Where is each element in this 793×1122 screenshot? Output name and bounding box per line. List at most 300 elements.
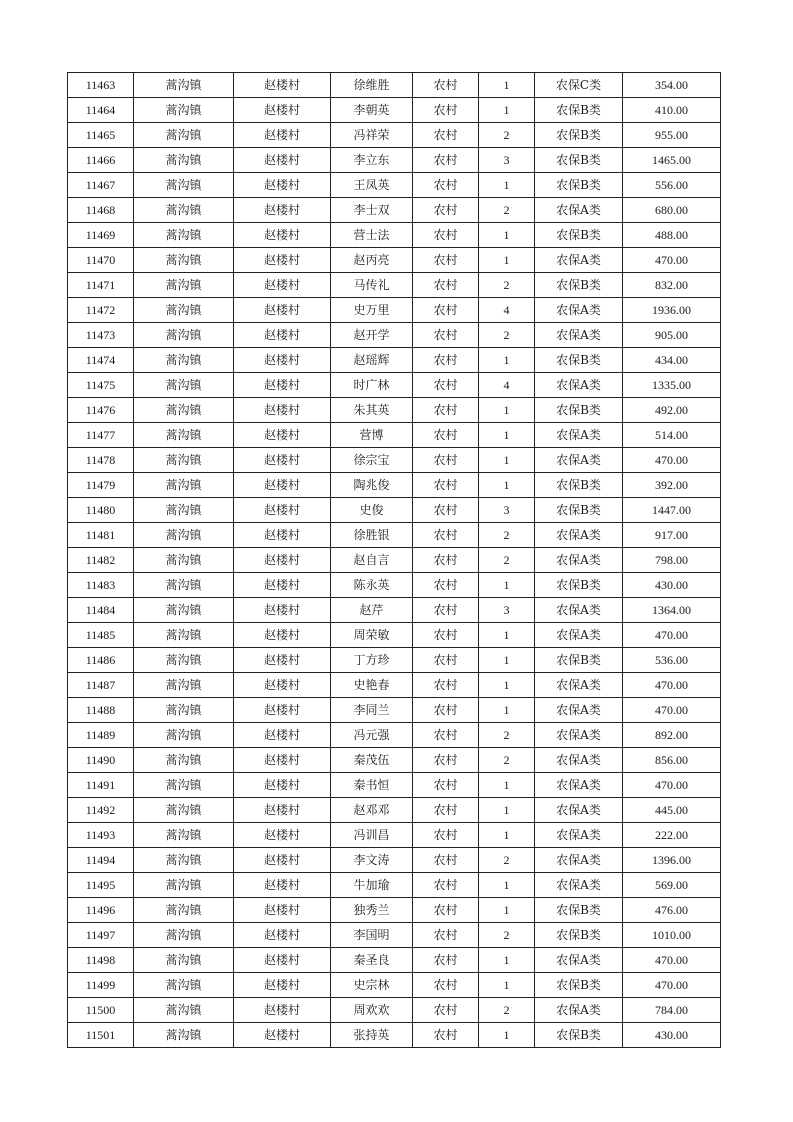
area-type-cell: 农村	[413, 948, 479, 973]
table-row	[68, 498, 721, 523]
area-type-cell: 农村	[413, 123, 479, 148]
name-cell: 李朝英	[331, 98, 413, 123]
insurance-category-cell: 农保B类	[535, 348, 623, 373]
village-cell: 赵楼村	[234, 648, 331, 673]
table-row	[68, 273, 721, 298]
table-row	[68, 473, 721, 498]
household-size-cell: 3	[479, 148, 535, 173]
table-row	[68, 523, 721, 548]
serial-number-cell: 11463	[68, 73, 134, 98]
amount-cell: 434.00	[623, 348, 721, 373]
village-cell: 赵楼村	[234, 848, 331, 873]
amount-cell: 1364.00	[623, 598, 721, 623]
household-size-cell: 1	[479, 98, 535, 123]
household-size-cell: 2	[479, 548, 535, 573]
insurance-category-cell: 农保A类	[535, 873, 623, 898]
insurance-category-cell: 农保B类	[535, 148, 623, 173]
insurance-category-cell: 农保B类	[535, 173, 623, 198]
household-size-cell: 2	[479, 198, 535, 223]
insurance-category-cell: 农保A类	[535, 773, 623, 798]
serial-number-cell: 11494	[68, 848, 134, 873]
household-size-cell: 1	[479, 473, 535, 498]
insurance-category-cell: 农保A类	[535, 298, 623, 323]
area-type-cell: 农村	[413, 973, 479, 998]
village-cell: 赵楼村	[234, 623, 331, 648]
amount-cell: 476.00	[623, 898, 721, 923]
village-cell: 赵楼村	[234, 973, 331, 998]
village-cell: 赵楼村	[234, 98, 331, 123]
name-cell: 赵自言	[331, 548, 413, 573]
name-cell: 马传礼	[331, 273, 413, 298]
name-cell: 冯训昌	[331, 823, 413, 848]
insurance-category-cell: 农保A类	[535, 373, 623, 398]
area-type-cell: 农村	[413, 73, 479, 98]
household-size-cell: 1	[479, 948, 535, 973]
name-cell: 史俊	[331, 498, 413, 523]
insurance-category-cell: 农保A类	[535, 623, 623, 648]
name-cell: 丁方珍	[331, 648, 413, 673]
area-type-cell: 农村	[413, 698, 479, 723]
amount-cell: 955.00	[623, 123, 721, 148]
name-cell: 徐宗宝	[331, 448, 413, 473]
town-cell: 蒿沟镇	[134, 223, 234, 248]
insurance-category-cell: 农保B类	[535, 223, 623, 248]
table-row	[68, 898, 721, 923]
name-cell: 王凤英	[331, 173, 413, 198]
area-type-cell: 农村	[413, 498, 479, 523]
serial-number-cell: 11478	[68, 448, 134, 473]
town-cell: 蒿沟镇	[134, 448, 234, 473]
serial-number-cell: 11479	[68, 473, 134, 498]
table-row	[68, 723, 721, 748]
table-row	[68, 648, 721, 673]
town-cell: 蒿沟镇	[134, 173, 234, 198]
household-size-cell: 2	[479, 748, 535, 773]
town-cell: 蒿沟镇	[134, 298, 234, 323]
area-type-cell: 农村	[413, 998, 479, 1023]
table-row	[68, 198, 721, 223]
records-table	[67, 72, 721, 1048]
insurance-category-cell: 农保B类	[535, 98, 623, 123]
village-cell: 赵楼村	[234, 573, 331, 598]
records-body	[68, 73, 721, 1048]
amount-cell: 1396.00	[623, 848, 721, 873]
area-type-cell: 农村	[413, 648, 479, 673]
serial-number-cell: 11499	[68, 973, 134, 998]
household-size-cell: 2	[479, 923, 535, 948]
amount-cell: 1465.00	[623, 148, 721, 173]
town-cell: 蒿沟镇	[134, 948, 234, 973]
table-row	[68, 673, 721, 698]
area-type-cell: 农村	[413, 373, 479, 398]
town-cell: 蒿沟镇	[134, 648, 234, 673]
serial-number-cell: 11477	[68, 423, 134, 448]
amount-cell: 488.00	[623, 223, 721, 248]
household-size-cell: 1	[479, 773, 535, 798]
area-type-cell: 农村	[413, 448, 479, 473]
village-cell: 赵楼村	[234, 998, 331, 1023]
town-cell: 蒿沟镇	[134, 273, 234, 298]
name-cell: 周欢欢	[331, 998, 413, 1023]
amount-cell: 832.00	[623, 273, 721, 298]
serial-number-cell: 11487	[68, 673, 134, 698]
amount-cell: 1936.00	[623, 298, 721, 323]
name-cell: 史万里	[331, 298, 413, 323]
amount-cell: 392.00	[623, 473, 721, 498]
town-cell: 蒿沟镇	[134, 148, 234, 173]
serial-number-cell: 11481	[68, 523, 134, 548]
village-cell: 赵楼村	[234, 748, 331, 773]
serial-number-cell: 11465	[68, 123, 134, 148]
serial-number-cell: 11498	[68, 948, 134, 973]
household-size-cell: 1	[479, 698, 535, 723]
serial-number-cell: 11486	[68, 648, 134, 673]
name-cell: 独秀兰	[331, 898, 413, 923]
amount-cell: 569.00	[623, 873, 721, 898]
table-row	[68, 748, 721, 773]
serial-number-cell: 11474	[68, 348, 134, 373]
name-cell: 张持英	[331, 1023, 413, 1048]
name-cell: 李立东	[331, 148, 413, 173]
amount-cell: 354.00	[623, 73, 721, 98]
name-cell: 史艳春	[331, 673, 413, 698]
record-sheet	[67, 72, 720, 1048]
town-cell: 蒿沟镇	[134, 198, 234, 223]
household-size-cell: 1	[479, 248, 535, 273]
insurance-category-cell: 农保B类	[535, 398, 623, 423]
town-cell: 蒿沟镇	[134, 348, 234, 373]
area-type-cell: 农村	[413, 823, 479, 848]
village-cell: 赵楼村	[234, 523, 331, 548]
area-type-cell: 农村	[413, 923, 479, 948]
name-cell: 周荣敏	[331, 623, 413, 648]
area-type-cell: 农村	[413, 598, 479, 623]
table-row	[68, 73, 721, 98]
name-cell: 牛加瑜	[331, 873, 413, 898]
serial-number-cell: 11482	[68, 548, 134, 573]
area-type-cell: 农村	[413, 298, 479, 323]
amount-cell: 470.00	[623, 948, 721, 973]
household-size-cell: 2	[479, 273, 535, 298]
town-cell: 蒿沟镇	[134, 748, 234, 773]
insurance-category-cell: 农保A类	[535, 448, 623, 473]
area-type-cell: 农村	[413, 273, 479, 298]
town-cell: 蒿沟镇	[134, 723, 234, 748]
village-cell: 赵楼村	[234, 373, 331, 398]
village-cell: 赵楼村	[234, 548, 331, 573]
insurance-category-cell: 农保B类	[535, 498, 623, 523]
serial-number-cell: 11493	[68, 823, 134, 848]
table-row	[68, 623, 721, 648]
area-type-cell: 农村	[413, 623, 479, 648]
town-cell: 蒿沟镇	[134, 973, 234, 998]
town-cell: 蒿沟镇	[134, 398, 234, 423]
village-cell: 赵楼村	[234, 673, 331, 698]
village-cell: 赵楼村	[234, 498, 331, 523]
area-type-cell: 农村	[413, 473, 479, 498]
table-row	[68, 173, 721, 198]
serial-number-cell: 11490	[68, 748, 134, 773]
village-cell: 赵楼村	[234, 598, 331, 623]
serial-number-cell: 11488	[68, 698, 134, 723]
serial-number-cell: 11466	[68, 148, 134, 173]
name-cell: 营博	[331, 423, 413, 448]
village-cell: 赵楼村	[234, 273, 331, 298]
village-cell: 赵楼村	[234, 798, 331, 823]
town-cell: 蒿沟镇	[134, 848, 234, 873]
area-type-cell: 农村	[413, 873, 479, 898]
insurance-category-cell: 农保B类	[535, 473, 623, 498]
table-row	[68, 248, 721, 273]
name-cell: 朱其英	[331, 398, 413, 423]
insurance-category-cell: 农保A类	[535, 948, 623, 973]
area-type-cell: 农村	[413, 198, 479, 223]
amount-cell: 470.00	[623, 973, 721, 998]
table-row	[68, 798, 721, 823]
insurance-category-cell: 农保A类	[535, 323, 623, 348]
name-cell: 徐维胜	[331, 73, 413, 98]
name-cell: 冯祥荣	[331, 123, 413, 148]
town-cell: 蒿沟镇	[134, 823, 234, 848]
village-cell: 赵楼村	[234, 323, 331, 348]
insurance-category-cell: 农保B类	[535, 898, 623, 923]
insurance-category-cell: 农保B类	[535, 648, 623, 673]
household-size-cell: 1	[479, 398, 535, 423]
village-cell: 赵楼村	[234, 823, 331, 848]
household-size-cell: 2	[479, 123, 535, 148]
household-size-cell: 1	[479, 673, 535, 698]
table-row	[68, 1023, 721, 1048]
name-cell: 赵芹	[331, 598, 413, 623]
insurance-category-cell: 农保C类	[535, 73, 623, 98]
table-row	[68, 123, 721, 148]
village-cell: 赵楼村	[234, 148, 331, 173]
area-type-cell: 农村	[413, 173, 479, 198]
town-cell: 蒿沟镇	[134, 673, 234, 698]
insurance-category-cell: 农保A类	[535, 673, 623, 698]
village-cell: 赵楼村	[234, 898, 331, 923]
household-size-cell: 1	[479, 173, 535, 198]
amount-cell: 556.00	[623, 173, 721, 198]
town-cell: 蒿沟镇	[134, 423, 234, 448]
table-row	[68, 823, 721, 848]
name-cell: 时广林	[331, 373, 413, 398]
name-cell: 史宗林	[331, 973, 413, 998]
village-cell: 赵楼村	[234, 173, 331, 198]
household-size-cell: 1	[479, 1023, 535, 1048]
household-size-cell: 1	[479, 798, 535, 823]
insurance-category-cell: 农保A类	[535, 748, 623, 773]
serial-number-cell: 11471	[68, 273, 134, 298]
name-cell: 李国明	[331, 923, 413, 948]
area-type-cell: 农村	[413, 98, 479, 123]
amount-cell: 430.00	[623, 1023, 721, 1048]
table-row	[68, 948, 721, 973]
table-row	[68, 698, 721, 723]
name-cell: 秦圣良	[331, 948, 413, 973]
name-cell: 李士双	[331, 198, 413, 223]
table-row	[68, 848, 721, 873]
village-cell: 赵楼村	[234, 73, 331, 98]
town-cell: 蒿沟镇	[134, 523, 234, 548]
amount-cell: 470.00	[623, 773, 721, 798]
name-cell: 赵开学	[331, 323, 413, 348]
amount-cell: 917.00	[623, 523, 721, 548]
amount-cell: 430.00	[623, 573, 721, 598]
household-size-cell: 1	[479, 648, 535, 673]
village-cell: 赵楼村	[234, 1023, 331, 1048]
amount-cell: 410.00	[623, 98, 721, 123]
area-type-cell: 农村	[413, 798, 479, 823]
table-row	[68, 448, 721, 473]
area-type-cell: 农村	[413, 423, 479, 448]
insurance-category-cell: 农保B类	[535, 573, 623, 598]
table-row	[68, 323, 721, 348]
table-row	[68, 298, 721, 323]
town-cell: 蒿沟镇	[134, 623, 234, 648]
area-type-cell: 农村	[413, 748, 479, 773]
area-type-cell: 农村	[413, 223, 479, 248]
town-cell: 蒿沟镇	[134, 73, 234, 98]
name-cell: 营士法	[331, 223, 413, 248]
household-size-cell: 4	[479, 373, 535, 398]
serial-number-cell: 11469	[68, 223, 134, 248]
village-cell: 赵楼村	[234, 348, 331, 373]
insurance-category-cell: 农保B类	[535, 123, 623, 148]
table-row	[68, 148, 721, 173]
town-cell: 蒿沟镇	[134, 548, 234, 573]
household-size-cell: 1	[479, 348, 535, 373]
area-type-cell: 农村	[413, 548, 479, 573]
household-size-cell: 2	[479, 848, 535, 873]
insurance-category-cell: 农保B类	[535, 923, 623, 948]
serial-number-cell: 11468	[68, 198, 134, 223]
serial-number-cell: 11485	[68, 623, 134, 648]
town-cell: 蒿沟镇	[134, 1023, 234, 1048]
town-cell: 蒿沟镇	[134, 998, 234, 1023]
area-type-cell: 农村	[413, 323, 479, 348]
village-cell: 赵楼村	[234, 948, 331, 973]
amount-cell: 680.00	[623, 198, 721, 223]
insurance-category-cell: 农保A类	[535, 523, 623, 548]
amount-cell: 892.00	[623, 723, 721, 748]
village-cell: 赵楼村	[234, 223, 331, 248]
insurance-category-cell: 农保A类	[535, 798, 623, 823]
table-row	[68, 373, 721, 398]
town-cell: 蒿沟镇	[134, 798, 234, 823]
table-row	[68, 973, 721, 998]
serial-number-cell: 11492	[68, 798, 134, 823]
town-cell: 蒿沟镇	[134, 248, 234, 273]
insurance-category-cell: 农保B类	[535, 973, 623, 998]
amount-cell: 470.00	[623, 673, 721, 698]
household-size-cell: 1	[479, 898, 535, 923]
amount-cell: 856.00	[623, 748, 721, 773]
amount-cell: 1010.00	[623, 923, 721, 948]
amount-cell: 784.00	[623, 998, 721, 1023]
town-cell: 蒿沟镇	[134, 898, 234, 923]
village-cell: 赵楼村	[234, 773, 331, 798]
household-size-cell: 1	[479, 973, 535, 998]
insurance-category-cell: 农保A类	[535, 998, 623, 1023]
area-type-cell: 农村	[413, 723, 479, 748]
household-size-cell: 1	[479, 223, 535, 248]
name-cell: 徐胜银	[331, 523, 413, 548]
town-cell: 蒿沟镇	[134, 923, 234, 948]
serial-number-cell: 11497	[68, 923, 134, 948]
amount-cell: 445.00	[623, 798, 721, 823]
table-row	[68, 923, 721, 948]
serial-number-cell: 11500	[68, 998, 134, 1023]
name-cell: 赵邓邓	[331, 798, 413, 823]
household-size-cell: 1	[479, 73, 535, 98]
amount-cell: 514.00	[623, 423, 721, 448]
serial-number-cell: 11483	[68, 573, 134, 598]
village-cell: 赵楼村	[234, 198, 331, 223]
household-size-cell: 1	[479, 623, 535, 648]
town-cell: 蒿沟镇	[134, 323, 234, 348]
village-cell: 赵楼村	[234, 473, 331, 498]
table-row	[68, 398, 721, 423]
serial-number-cell: 11501	[68, 1023, 134, 1048]
insurance-category-cell: 农保A类	[535, 698, 623, 723]
town-cell: 蒿沟镇	[134, 598, 234, 623]
amount-cell: 470.00	[623, 623, 721, 648]
insurance-category-cell: 农保A类	[535, 823, 623, 848]
town-cell: 蒿沟镇	[134, 123, 234, 148]
serial-number-cell: 11489	[68, 723, 134, 748]
name-cell: 赵瑶辉	[331, 348, 413, 373]
town-cell: 蒿沟镇	[134, 698, 234, 723]
area-type-cell: 农村	[413, 1023, 479, 1048]
insurance-category-cell: 农保A类	[535, 248, 623, 273]
amount-cell: 536.00	[623, 648, 721, 673]
household-size-cell: 2	[479, 723, 535, 748]
serial-number-cell: 11480	[68, 498, 134, 523]
amount-cell: 470.00	[623, 248, 721, 273]
household-size-cell: 2	[479, 998, 535, 1023]
household-size-cell: 3	[479, 598, 535, 623]
name-cell: 陶兆俊	[331, 473, 413, 498]
village-cell: 赵楼村	[234, 923, 331, 948]
serial-number-cell: 11467	[68, 173, 134, 198]
village-cell: 赵楼村	[234, 298, 331, 323]
village-cell: 赵楼村	[234, 123, 331, 148]
name-cell: 赵丙亮	[331, 248, 413, 273]
town-cell: 蒿沟镇	[134, 573, 234, 598]
serial-number-cell: 11495	[68, 873, 134, 898]
village-cell: 赵楼村	[234, 698, 331, 723]
amount-cell: 492.00	[623, 398, 721, 423]
serial-number-cell: 11484	[68, 598, 134, 623]
insurance-category-cell: 农保A类	[535, 598, 623, 623]
table-row	[68, 773, 721, 798]
insurance-category-cell: 农保A类	[535, 548, 623, 573]
amount-cell: 470.00	[623, 448, 721, 473]
area-type-cell: 农村	[413, 673, 479, 698]
household-size-cell: 1	[479, 448, 535, 473]
area-type-cell: 农村	[413, 148, 479, 173]
household-size-cell: 3	[479, 498, 535, 523]
serial-number-cell: 11491	[68, 773, 134, 798]
name-cell: 秦书恒	[331, 773, 413, 798]
table-row	[68, 423, 721, 448]
household-size-cell: 1	[479, 423, 535, 448]
household-size-cell: 2	[479, 323, 535, 348]
table-row	[68, 348, 721, 373]
name-cell: 秦茂伍	[331, 748, 413, 773]
area-type-cell: 农村	[413, 398, 479, 423]
